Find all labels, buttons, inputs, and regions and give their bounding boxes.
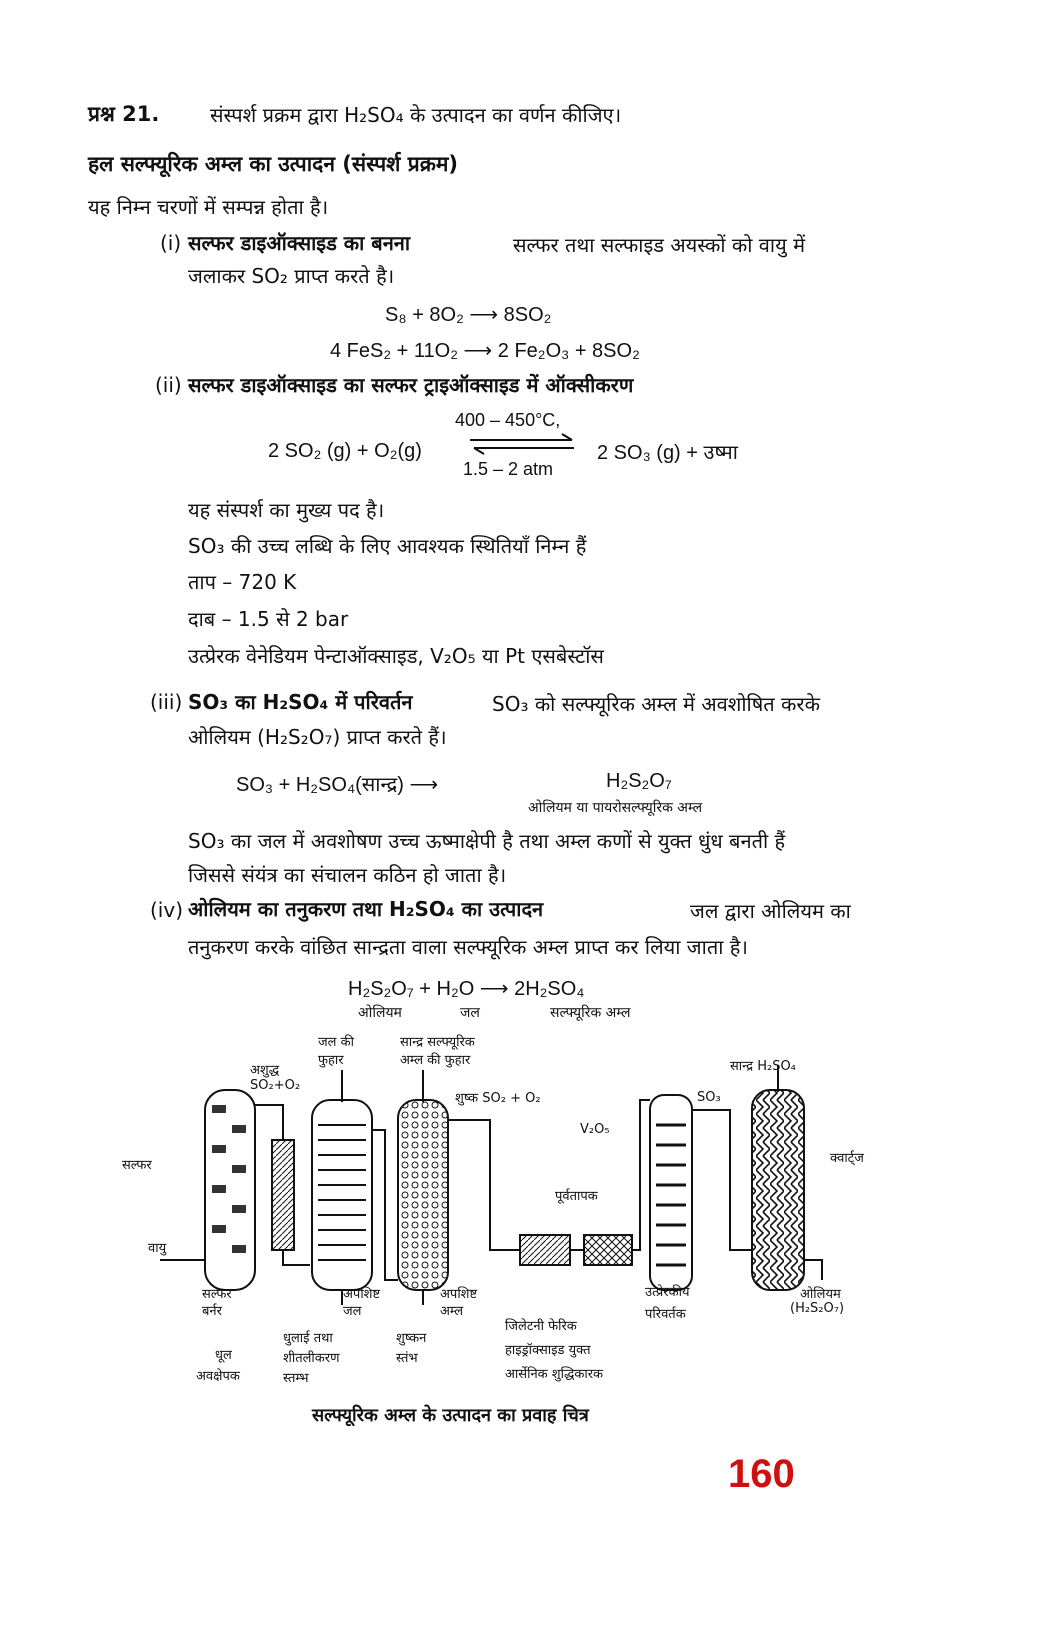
step4-text1: जल द्वारा ओलियम का: [690, 899, 851, 923]
step3-equation-right: H₂S₂O₇: [606, 770, 672, 792]
solution-heading: हल सल्फ्यूरिक अम्ल का उत्पादन (संस्पर्श प्रक्रम): [88, 152, 458, 176]
label-conc-h2so4: सान्द्र H₂SO₄: [730, 1059, 796, 1074]
step3-text2: ओलियम (H₂S₂O₇) प्राप्त करते हैं।: [188, 725, 447, 749]
step2-line-4: दाब – 1.5 से 2 bar: [188, 607, 349, 631]
step3-text3: SO₃ का जल में अवशोषण उच्च ऊष्माक्षेपी है तथा अम्ल कणों से युक्त धुंध बनती हैं: [188, 829, 786, 853]
step3-equation-note: ओलियम या पायरोसल्फ्यूरिक अम्ल: [528, 800, 703, 816]
label-sulphur: सल्फर: [122, 1158, 152, 1173]
washing-cooling-tower: [312, 1070, 372, 1305]
label-water-spray-2: फुहार: [318, 1053, 344, 1068]
step2-condition-top: 400 – 450°C,: [455, 410, 561, 430]
step3-text4: जिससे संयंत्र का संचालन कठिन हो जाता है।: [188, 863, 507, 887]
label-air: वायु: [148, 1241, 167, 1256]
label-dry-so2: शुष्क SO₂ + O₂: [455, 1091, 541, 1106]
drying-tower: [372, 1070, 448, 1305]
label-oleum-2: (H₂S₂O₇): [790, 1301, 845, 1316]
label-wash-3: स्तम्भ: [283, 1371, 309, 1386]
sulphur-burner: [205, 1090, 255, 1290]
step1-title: सल्फर डाइऑक्साइड का बनना: [188, 231, 411, 255]
step3-text1: SO₃ को सल्फ्यूरिक अम्ल में अवशोषित करके: [492, 692, 820, 716]
arsenic-purifier: [520, 1235, 570, 1265]
page-number: 160: [728, 1452, 795, 1496]
label-dry-2: स्तंभ: [396, 1351, 418, 1366]
step2-title: सल्फर डाइऑक्साइड का सल्फर ट्राइऑक्साइड में ऑक्सीकरण: [188, 373, 634, 397]
question-label: प्रश्न 21.: [88, 102, 160, 126]
catalytic-converter: [650, 1095, 692, 1290]
step2-line-1: यह संस्पर्श का मुख्य पद है।: [188, 498, 385, 522]
label-impure-2: SO₂+O₂: [250, 1078, 301, 1093]
step2-condition-bottom: 1.5 – 2 atm: [463, 459, 554, 479]
label-water-spray-1: जल की: [318, 1035, 354, 1050]
label-purifier-2: हाइड्रॉक्साइड युक्त: [505, 1343, 591, 1358]
label-preheater: पूर्वतापक: [555, 1189, 598, 1204]
label-oleum-1: ओलियम: [800, 1287, 841, 1302]
label-impure-1: अशुद्ध: [250, 1063, 280, 1078]
label-waste-acid-2: अम्ल: [440, 1304, 464, 1319]
step2-equation-left: 2 SO₂ (g) + O₂(g): [268, 440, 422, 462]
label-waste-acid-1: अपशिष्ट: [440, 1287, 478, 1302]
step3-title: SO₃ का H₂SO₄ में परिवर्तन: [188, 690, 413, 714]
label-acid-spray-2: अम्ल की फुहार: [400, 1053, 471, 1068]
preheater: [584, 1235, 632, 1265]
label-purifier-3: आर्सेनिक शुद्धिकारक: [505, 1367, 604, 1382]
label-purifier-1: जिलेटनी फेरिक: [505, 1319, 577, 1334]
step1-text2: जलाकर SO₂ प्राप्त करते है।: [188, 264, 395, 288]
label-waste-water-2: जल: [343, 1304, 362, 1319]
label-wash-1: धुलाई तथा: [283, 1331, 333, 1346]
step4-equation: H₂S₂O₇ + H₂O ⟶ 2H₂SO₄: [348, 978, 585, 1000]
step1-equation-1: S₈ + 8O₂ ⟶ 8SO₂: [385, 304, 552, 326]
label-burner-2: बर्नर: [202, 1304, 222, 1319]
step4-label-water: जल: [460, 1005, 480, 1021]
label-converter-2: परिवर्तक: [645, 1307, 686, 1322]
label-converter-1: उत्प्रेरकीय: [645, 1285, 690, 1300]
label-dust-1: धूल: [215, 1348, 232, 1363]
diagram-caption: सल्फ्यूरिक अम्ल के उत्पादन का प्रवाह चित्र: [312, 1405, 589, 1426]
step2-line-2: SO₃ की उच्च लब्धि के लिए आवश्यक स्थितियाँ निम्न हैं: [188, 534, 587, 558]
label-waste-water-1: अपशिष्ट: [343, 1287, 381, 1302]
equilibrium-arrow-icon: [468, 433, 578, 455]
step1-text1: सल्फर तथा सल्फाइड अयस्कों को वायु में: [513, 233, 806, 257]
step2-line-5: उत्प्रेरक वेनेडियम पेन्टाऑक्साइड, V₂O₅ या Pt एसबेस्टॉस: [188, 644, 604, 668]
label-so3: SO₃: [697, 1090, 721, 1105]
label-dry-1: शुष्कन: [396, 1331, 427, 1346]
step2-equation-right: 2 SO₃ (g) + उष्मा: [597, 442, 738, 464]
question-text: संस्पर्श प्रक्रम द्वारा H₂SO₄ के उत्पादन का वर्णन कीजिए।: [210, 103, 622, 127]
label-quartz: क्वार्ट्ज: [830, 1151, 864, 1166]
step4-label-acid: सल्फ्यूरिक अम्ल: [550, 1005, 631, 1021]
step4-number: (iv): [150, 898, 183, 922]
step1-equation-2: 4 FeS₂ + 11O₂ ⟶ 2 Fe₂O₃ + 8SO₂: [330, 340, 640, 362]
step4-label-oleum: ओलियम: [358, 1005, 402, 1021]
step4-title: ओलियम का तनुकरण तथा H₂SO₄ का उत्पादन: [188, 897, 544, 921]
dust-precipitator: [255, 1105, 310, 1265]
label-dust-2: अवक्षेपक: [196, 1369, 240, 1384]
label-wash-2: शीतलीकरण: [283, 1351, 340, 1366]
step3-number: (iii): [150, 690, 183, 714]
step1-number: (i): [160, 231, 182, 255]
label-v2o5: V₂O₅: [580, 1122, 610, 1137]
step2-number: (ii): [155, 373, 182, 397]
step4-text2: तनुकरण करके वांछित सान्द्रता वाला सल्फ्यूरिक अम्ल प्राप्त कर लिया जाता है।: [188, 935, 748, 959]
step3-equation-left: SO₃ + H₂SO₄(सान्द्र) ⟶: [236, 774, 439, 796]
absorption-tower: [752, 1065, 822, 1290]
step2-line-3: ताप – 720 K: [188, 570, 297, 594]
solution-intro: यह निम्न चरणों में सम्पन्न होता है।: [88, 195, 329, 219]
label-acid-spray-1: सान्द्र सल्फ्यूरिक: [400, 1035, 475, 1050]
label-burner-1: सल्फर: [202, 1287, 232, 1302]
